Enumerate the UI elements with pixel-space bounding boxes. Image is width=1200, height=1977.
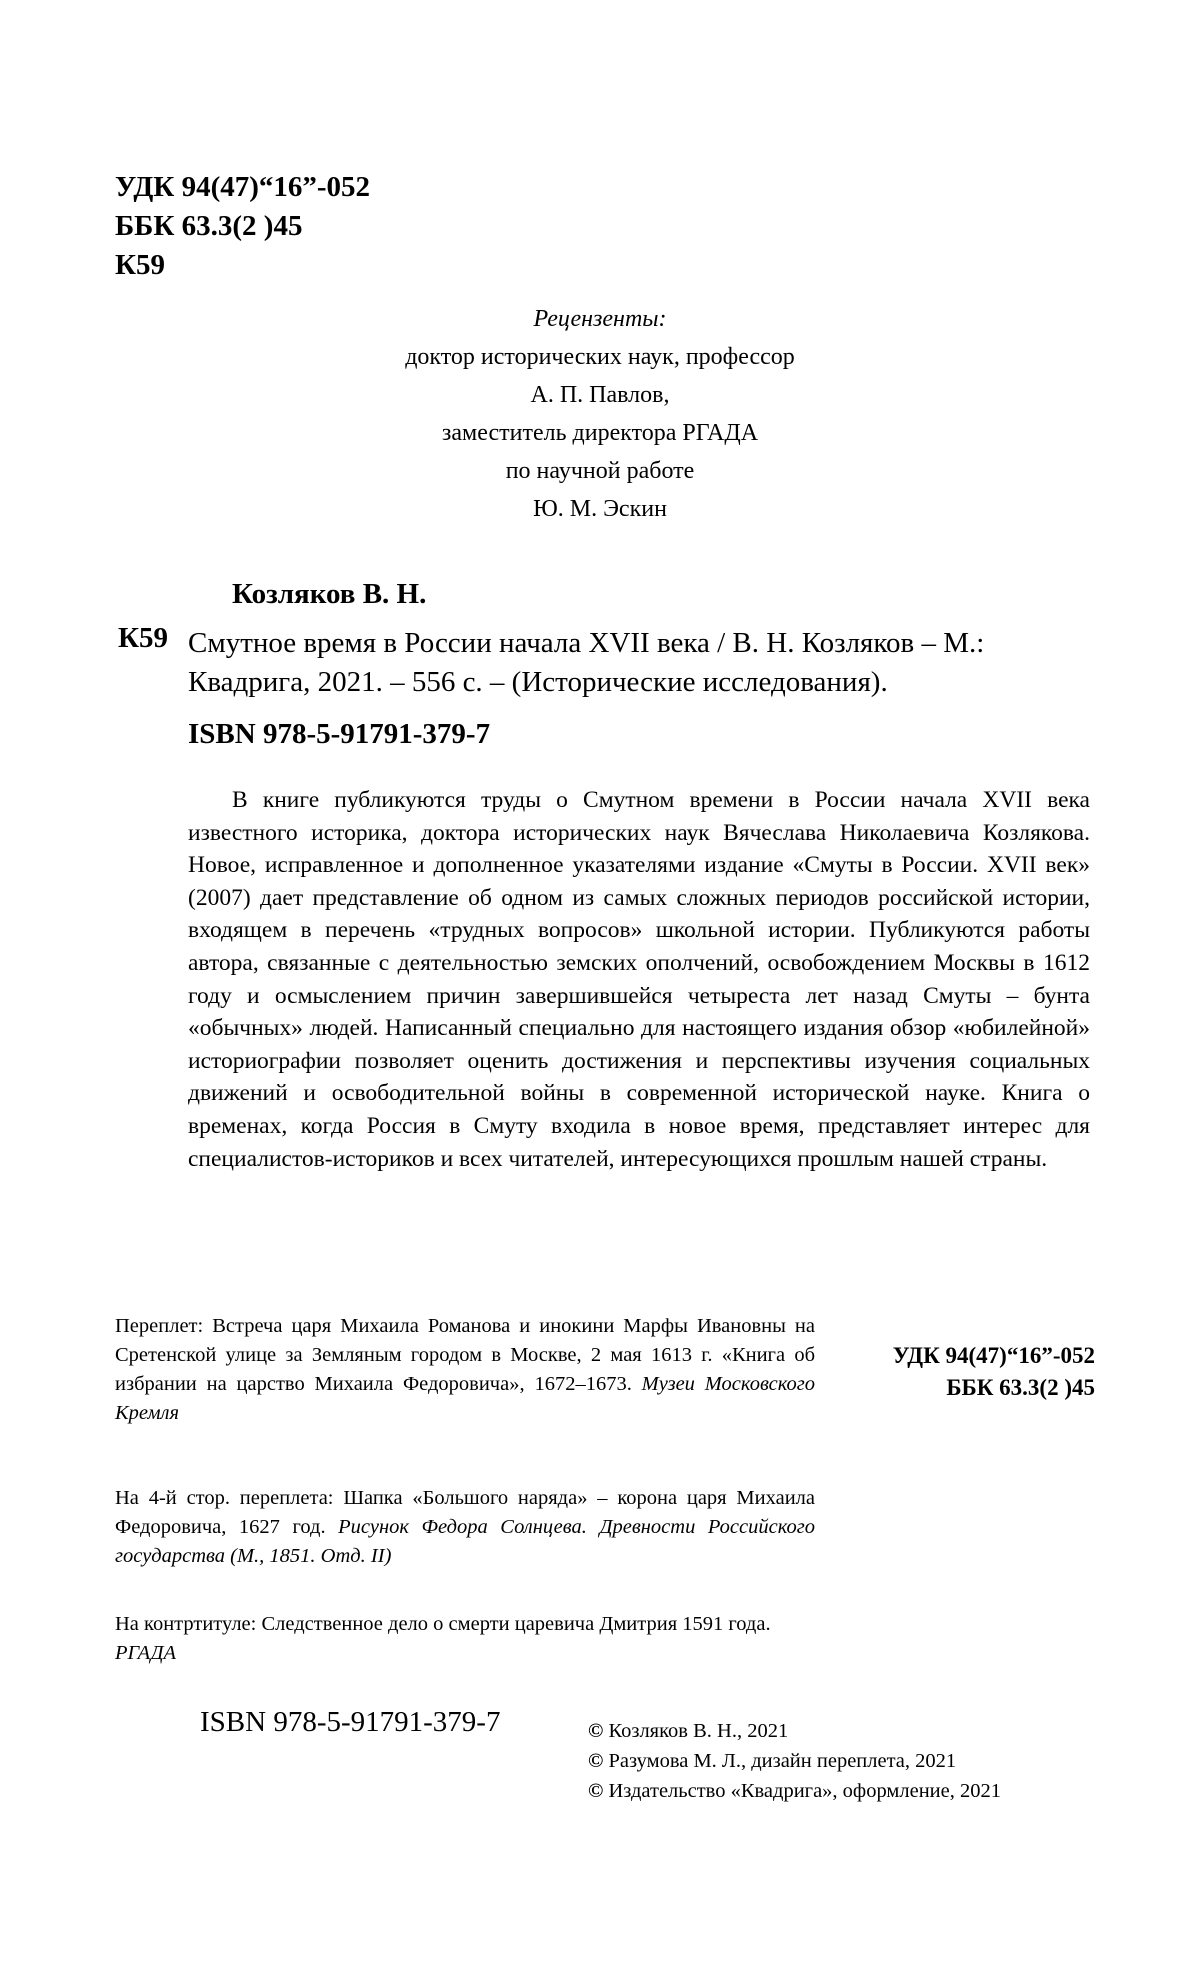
classification-codes	[115, 168, 370, 285]
copyright-sign: ©	[588, 1750, 604, 1772]
catalog-mark: К59	[118, 622, 169, 654]
copyright-sign: ©	[588, 1720, 604, 1742]
isbn-main: ISBN 978-5-91791-379-7	[188, 718, 491, 750]
author-mark: К59	[115, 249, 166, 281]
annotation-paragraph: В книге публикуются труды о Смутном времени в России начала XVII века известного историка, доктора исторических наук Вячеслава Николаевича Козлякова. Новое, исправленное и дополненное указателями издание «Смуты в России. XVII век» (2007) дает представление об одном из самых сложных периодов российской истории, входящем в перечень «трудных вопросов» школьной истории. Публикуются работы автора, связанные с деятельностью земских ополчений, освобождением Москвы в 1612 году и осмыслением причин завершившейся четыреста лет назад Смуты – бунта «обычных» людей. Написанный специально для настоящего издания обзор «юбилейной» историографии позволяет оценить достижения и перспективы изучения социальных движений и освободительной войны в современной исторической науке. Книга о временах, когда Россия в Смуту входила в новое время, представляет интерес для специалистов-историков и всех читателей, интересующихся прошлым нашей страны.	[188, 787, 1090, 1172]
isbn-bottom: ISBN 978-5-91791-379-7	[200, 1706, 501, 1738]
udk-code-right: УДК 94(47)“16”-052	[892, 1343, 1095, 1368]
copyright-text: Разумова М. Л., дизайн переплета, 2021	[608, 1750, 957, 1772]
copyright-text: Издательство «Квадрига», оформление, 2021	[608, 1780, 1001, 1802]
reviewers-heading: Рецензенты:	[533, 306, 667, 332]
bbk-code: ББК 63.3(2 )45	[115, 210, 303, 242]
reviewer-line: по научной работе	[505, 458, 695, 484]
bibliographic-line-1: Смутное время в России начала XVII века / В. Н. Козляков – М.:	[188, 627, 985, 659]
reviewers-block	[0, 300, 1200, 528]
copyright-text: Козляков В. Н., 2021	[608, 1720, 789, 1742]
copyright-line	[588, 1776, 1001, 1806]
frontispiece-note-text: На контртитуле: Следственное дело о смерти царевича Дмитрия 1591 года.	[115, 1613, 771, 1635]
reviewer-line: Ю. М. Эскин	[533, 496, 667, 522]
bibliographic-line-2: Квадрига, 2021. – 556 с. – (Исторические исследования).	[188, 666, 888, 698]
bbk-code-right: ББК 63.3(2 )45	[946, 1375, 1095, 1400]
back-cover-note	[115, 1484, 815, 1571]
reviewer-line: заместитель директора РГАДА	[441, 420, 759, 446]
udk-code: УДК 94(47)“16”-052	[115, 171, 371, 203]
classification-codes-right	[850, 1340, 1095, 1404]
frontispiece-note	[115, 1610, 815, 1668]
copyright-line	[588, 1746, 1001, 1776]
copyright-line	[588, 1716, 1001, 1746]
cover-note	[115, 1312, 815, 1428]
cover-note-source: Музеи Московского Кремля	[115, 1373, 815, 1424]
cover-note-text: Переплет: Встреча царя Михаила Романова и инокини Марфы Ивановны на Сретенской улице за Земляным городом в Москве, 2 мая 1613 г. «Книга об избрании на царство Михаила Федоровича», 1672–1673.	[115, 1315, 815, 1395]
copyright-block	[588, 1716, 1001, 1806]
back-cover-note-text: На 4-й стор. переплета: Шапка «Большого наряда» – корона царя Михаила Федоровича, 1627 год.	[115, 1487, 815, 1538]
back-cover-note-source: Рисунок Федора Солнцева. Древности Российского государства (М., 1851. Отд. II)	[115, 1516, 815, 1567]
author-heading: Козляков В. Н.	[232, 578, 427, 610]
copyright-sign: ©	[588, 1780, 604, 1802]
reviewer-line: доктор исторических наук, профессор	[405, 344, 795, 370]
frontispiece-note-source: РГАДА	[115, 1642, 177, 1664]
reviewer-line: А. П. Павлов,	[530, 382, 670, 408]
